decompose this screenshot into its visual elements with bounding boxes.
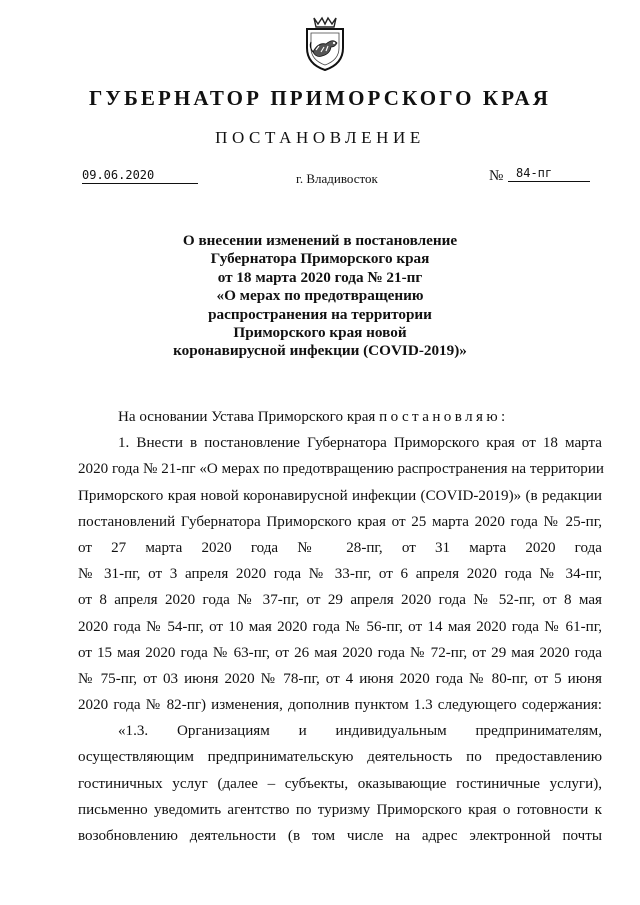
coat-of-arms-tiger-icon (300, 14, 350, 72)
document-city: г. Владивосток (296, 171, 378, 186)
title-line: Губернатора Приморского края (210, 250, 430, 268)
body-line: постановлений Губернатора Приморского края от 25 марта 2020 года № 25-пг, (78, 513, 602, 530)
intro-spaced-word: постановляю: (379, 409, 509, 425)
title-line: коронавирусной инфекции (COVID-2019)» (173, 342, 467, 360)
document-type-heading: ПОСТАНОВЛЕНИЕ (215, 128, 425, 147)
body-line: письменно уведомить агентство по туризму Приморского края о готовности к (78, 801, 602, 818)
document-body (78, 404, 602, 849)
issuer-heading: ГУБЕРНАТОР ПРИМОРСКОГО КРАЯ (88, 86, 552, 110)
body-line: Приморского края новой коронавирусной инфекции (COVID-2019)» (в редакции (78, 487, 602, 504)
title-line: О внесении изменений в постановление (182, 232, 458, 249)
intro-line (78, 404, 602, 430)
body-line: гостиничных услуг (далее – субъекты, оказывающие гостиничные услуги), (78, 775, 602, 792)
title-line: от 18 марта 2020 года № 21-пг (217, 268, 423, 286)
body-line: от 8 апреля 2020 года № 37-пг, от 29 апреля 2020 года № 52-пг, от 8 мая (78, 592, 602, 609)
body-line: № 75-пг, от 03 июня 2020 № 78-пг, от 4 июня 2020 года № 80-пг, от 5 июня (78, 670, 602, 687)
body-line: от 27 марта 2020 года № 28-пг, от 31 марта 2020 года (78, 539, 602, 556)
body-line: осуществляющим предпринимательскую деятельность по предоставлению (78, 749, 602, 766)
intro-text: На основании Устава Приморского края (118, 409, 376, 425)
body-line: № 31-пг, от 3 апреля 2020 года № 33-пг, от 6 апреля 2020 года № 34-пг, (78, 566, 602, 583)
body-line: 2020 года № 54-пг, от 10 мая 2020 года № 56-пг, от 14 мая 2020 года № 61-пг, (78, 618, 602, 635)
document-title (150, 232, 490, 361)
number-sign: № (489, 168, 504, 184)
document-date: 09.06.2020 (82, 168, 198, 184)
title-line: Приморского края новой (233, 324, 407, 342)
document-number: 84-пг (508, 166, 590, 182)
body-line: 1. Внести в постановление Губернатора Приморского края от 18 марта (118, 435, 602, 452)
body-line: 2020 года № 82-пг) изменения, дополнив пунктом 1.3 следующего содержания: (78, 697, 602, 714)
title-line: «О мерах по предотвращению (216, 287, 424, 305)
body-line: от 15 мая 2020 года № 63-пг, от 26 мая 2020 года № 72-пг, от 29 мая 2020 года (78, 644, 602, 661)
body-line: возобновлению деятельности (в том числе на адрес электронной почты (78, 828, 602, 844)
body-line: «1.3. Организациям и индивидуальным предпринимателям, (118, 723, 602, 740)
body-line: 2020 года № 21-пг «О мерах по предотвращению распространения на территории (78, 461, 604, 478)
title-line: распространения на территории (208, 305, 432, 323)
